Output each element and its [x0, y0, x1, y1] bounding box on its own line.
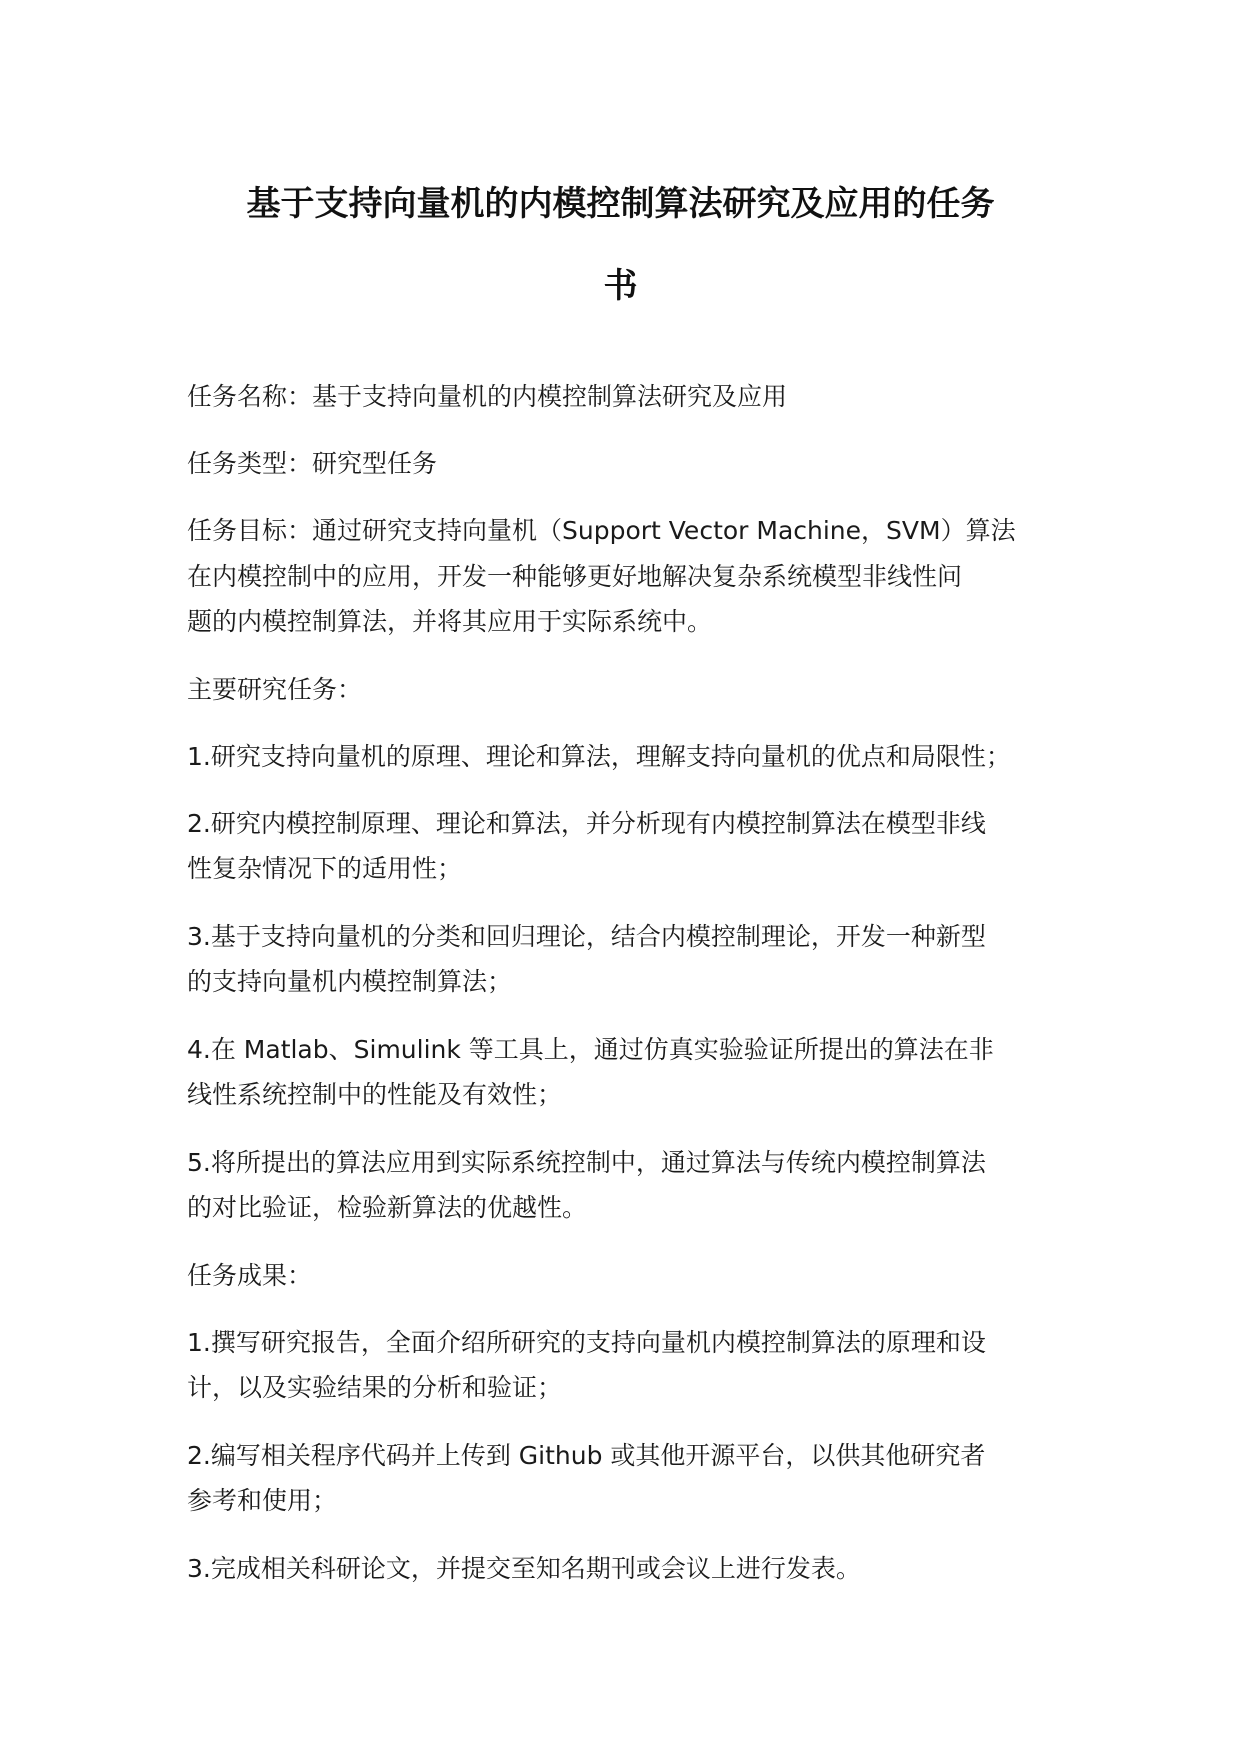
outcome-item-1-line-1: 1.撰写研究报告，全面介绍所研究的支持向量机内模控制算法的原理和设	[187, 1328, 986, 1357]
task-goal-line-3: 题的内模控制算法，并将其应用于实际系统中。	[187, 607, 713, 636]
main-task-item-1: 1.研究支持向量机的原理、理论和算法，理解支持向量机的优点和局限性；	[187, 742, 1011, 771]
outcomes-heading: 任务成果：	[187, 1261, 313, 1290]
main-task-item-4-line-2: 线性系统控制中的性能及有效性；	[187, 1080, 563, 1109]
outcome-item-3: 3.完成相关科研论文，并提交至知名期刊或会议上进行发表。	[187, 1554, 861, 1583]
main-task-item-5-line-2: 的对比验证，检验新算法的优越性。	[187, 1193, 588, 1222]
main-task-item-2-line-1: 2.研究内模控制原理、理论和算法，并分析现有内模控制算法在模型非线	[187, 809, 986, 838]
main-task-item-3-line-2: 的支持向量机内模控制算法；	[187, 967, 513, 996]
outcome-item-2-line-2: 参考和使用；	[187, 1486, 338, 1515]
task-goal-line-2: 在内模控制中的应用，开发一种能够更好地解决复杂系统模型非线性问	[187, 562, 963, 591]
task-goal-line-1: 任务目标：通过研究支持向量机（Support Vector Machine，SVM）算法	[187, 516, 1016, 545]
outcome-item-1-line-2: 计，以及实验结果的分析和验证；	[187, 1373, 563, 1402]
outcome-item-2-line-1: 2.编写相关程序代码并上传到 Github 或其他开源平台，以供其他研究者	[187, 1441, 986, 1470]
main-task-item-3-line-1: 3.基于支持向量机的分类和回归理论，结合内模控制理论，开发一种新型	[187, 922, 986, 951]
document-title-line-1: 基于支持向量机的内模控制算法研究及应用的任务	[246, 184, 995, 224]
main-tasks-heading: 主要研究任务：	[187, 675, 363, 704]
document-title-line-2: 书	[603, 266, 638, 306]
task-name: 任务名称：基于支持向量机的内模控制算法研究及应用	[187, 382, 788, 411]
main-task-item-4-line-1: 4.在 Matlab、Simulink 等工具上，通过仿真实验验证所提出的算法在非	[187, 1035, 994, 1064]
main-task-item-2-line-2: 性复杂情况下的适用性；	[187, 854, 463, 883]
main-task-item-5-line-1: 5.将所提出的算法应用到实际系统控制中，通过算法与传统内模控制算法	[187, 1148, 986, 1177]
task-type: 任务类型：研究型任务	[187, 449, 438, 478]
